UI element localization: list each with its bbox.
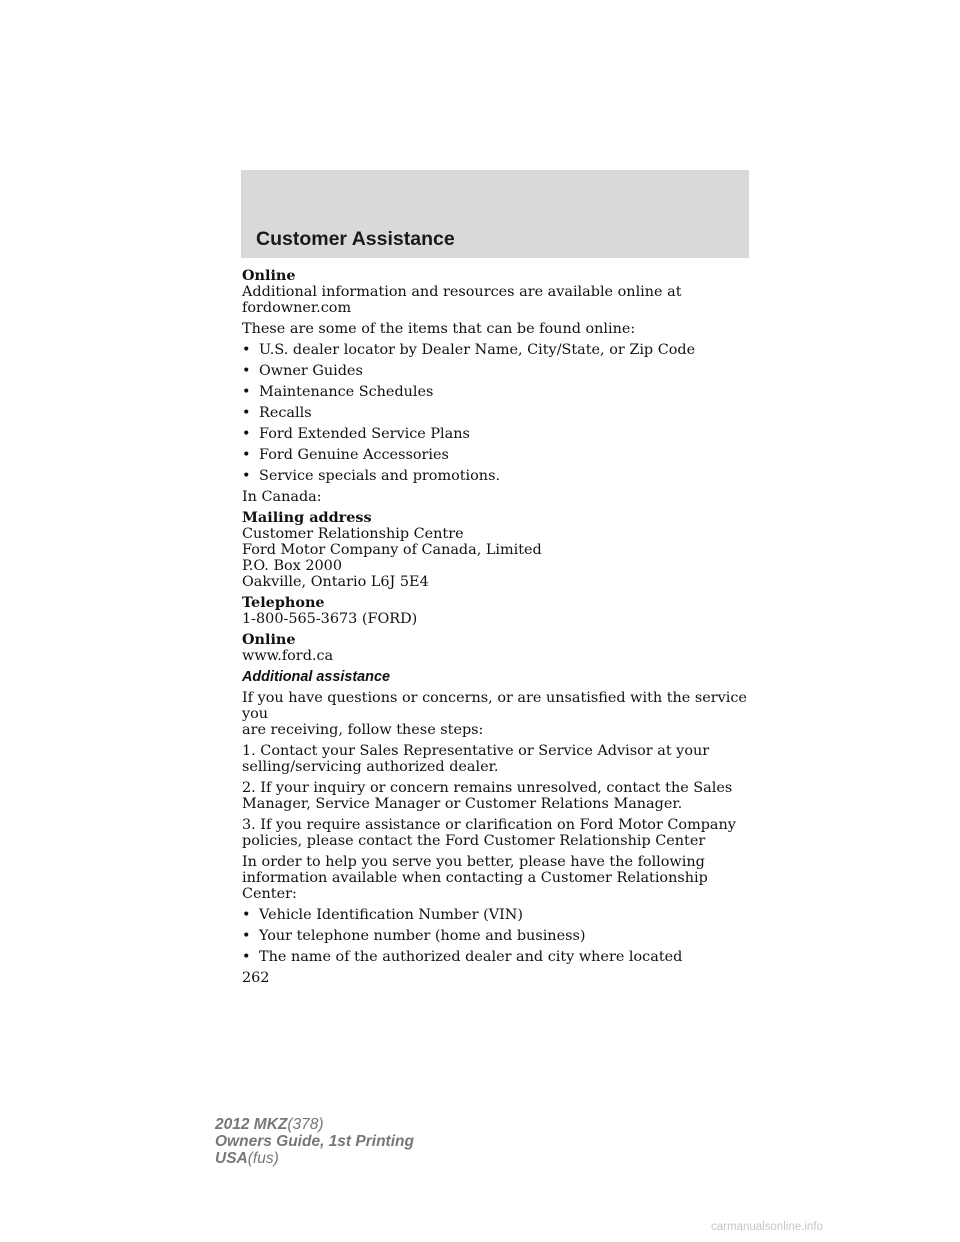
bullet-icon: • bbox=[242, 949, 251, 965]
list-item: • Maintenance Schedules bbox=[242, 384, 434, 400]
items-intro: These are some of the items that can be found online: bbox=[242, 321, 636, 337]
step-2-line-1: 2. If your inquiry or concern remains unresolved, contact the Sales bbox=[242, 780, 733, 796]
bullet-icon: • bbox=[242, 426, 251, 442]
watermark-link[interactable]: carmanualsonline.info bbox=[711, 1221, 823, 1233]
list-item: • Vehicle Identification Number (VIN) bbox=[242, 907, 523, 923]
canada-online-heading: Online bbox=[242, 631, 296, 648]
info-items-list bbox=[242, 907, 762, 965]
bullet-icon: • bbox=[242, 405, 251, 421]
step-1-line-2: selling/servicing authorized dealer. bbox=[242, 759, 499, 775]
list-item: • Ford Extended Service Plans bbox=[242, 426, 470, 442]
list-item: • The name of the authorized dealer and city where located bbox=[242, 949, 683, 965]
canada-label: In Canada: bbox=[242, 489, 322, 505]
step-3-line-1: 3. If you require assistance or clarification on Ford Motor Company bbox=[242, 817, 736, 833]
step-3-line-2: policies, please contact the Ford Customer Relationship Center bbox=[242, 833, 706, 849]
info-intro-line-1: In order to help you serve you better, please have the following bbox=[242, 854, 705, 870]
list-item: • Ford Genuine Accessories bbox=[242, 447, 449, 463]
step-2-line-2: Manager, Service Manager or Customer Relations Manager. bbox=[242, 796, 683, 812]
list-item: • Your telephone number (home and business) bbox=[242, 928, 586, 944]
address-line: Oakville, Ontario L6J 5E4 bbox=[242, 574, 429, 590]
list-item: • Recalls bbox=[242, 405, 312, 421]
assistance-intro-line-1: If you have questions or concerns, or are unsatisfied with the service you bbox=[242, 690, 747, 722]
online-heading: Online bbox=[242, 267, 296, 284]
online-items-list bbox=[242, 342, 762, 484]
bullet-icon: • bbox=[242, 447, 251, 463]
list-item: • Owner Guides bbox=[242, 363, 363, 379]
assistance-intro-line-2: are receiving, follow these steps: bbox=[242, 722, 484, 738]
address-line: Customer Relationship Centre bbox=[242, 526, 464, 542]
page-number: 262 bbox=[242, 970, 270, 986]
bullet-icon: • bbox=[242, 363, 251, 379]
bullet-icon: • bbox=[242, 384, 251, 400]
print-footer bbox=[215, 1116, 414, 1167]
info-intro-line-2: information available when contacting a Customer Relationship Center: bbox=[242, 870, 708, 902]
address-line: P.O. Box 2000 bbox=[242, 558, 342, 574]
footer-line-1: 2012 MKZ(378) bbox=[215, 1116, 324, 1133]
step-1-line-1: 1. Contact your Sales Representative or Service Advisor at your bbox=[242, 743, 710, 759]
online-url: fordowner.com bbox=[242, 300, 352, 316]
bullet-icon: • bbox=[242, 907, 251, 923]
list-item: • Service specials and promotions. bbox=[242, 468, 501, 484]
footer-line-3: USA(fus) bbox=[215, 1150, 279, 1167]
additional-assistance-heading: Additional assistance bbox=[242, 669, 390, 685]
bullet-icon: • bbox=[242, 468, 251, 484]
bullet-icon: • bbox=[242, 928, 251, 944]
footer-line-2: Owners Guide, 1st Printing bbox=[215, 1133, 414, 1150]
bullet-icon: • bbox=[242, 342, 251, 358]
list-item: • U.S. dealer locator by Dealer Name, City/State, or Zip Code bbox=[242, 342, 696, 358]
telephone-number: 1-800-565-3673 (FORD) bbox=[242, 611, 418, 627]
section-title: Customer Assistance bbox=[256, 228, 455, 250]
page-content bbox=[242, 268, 762, 986]
canada-website: www.ford.ca bbox=[242, 648, 334, 664]
mailing-address-heading: Mailing address bbox=[242, 509, 372, 526]
telephone-heading: Telephone bbox=[242, 594, 325, 611]
online-text-line-1: Additional information and resources are available online at bbox=[242, 284, 682, 300]
address-line: Ford Motor Company of Canada, Limited bbox=[242, 542, 542, 558]
